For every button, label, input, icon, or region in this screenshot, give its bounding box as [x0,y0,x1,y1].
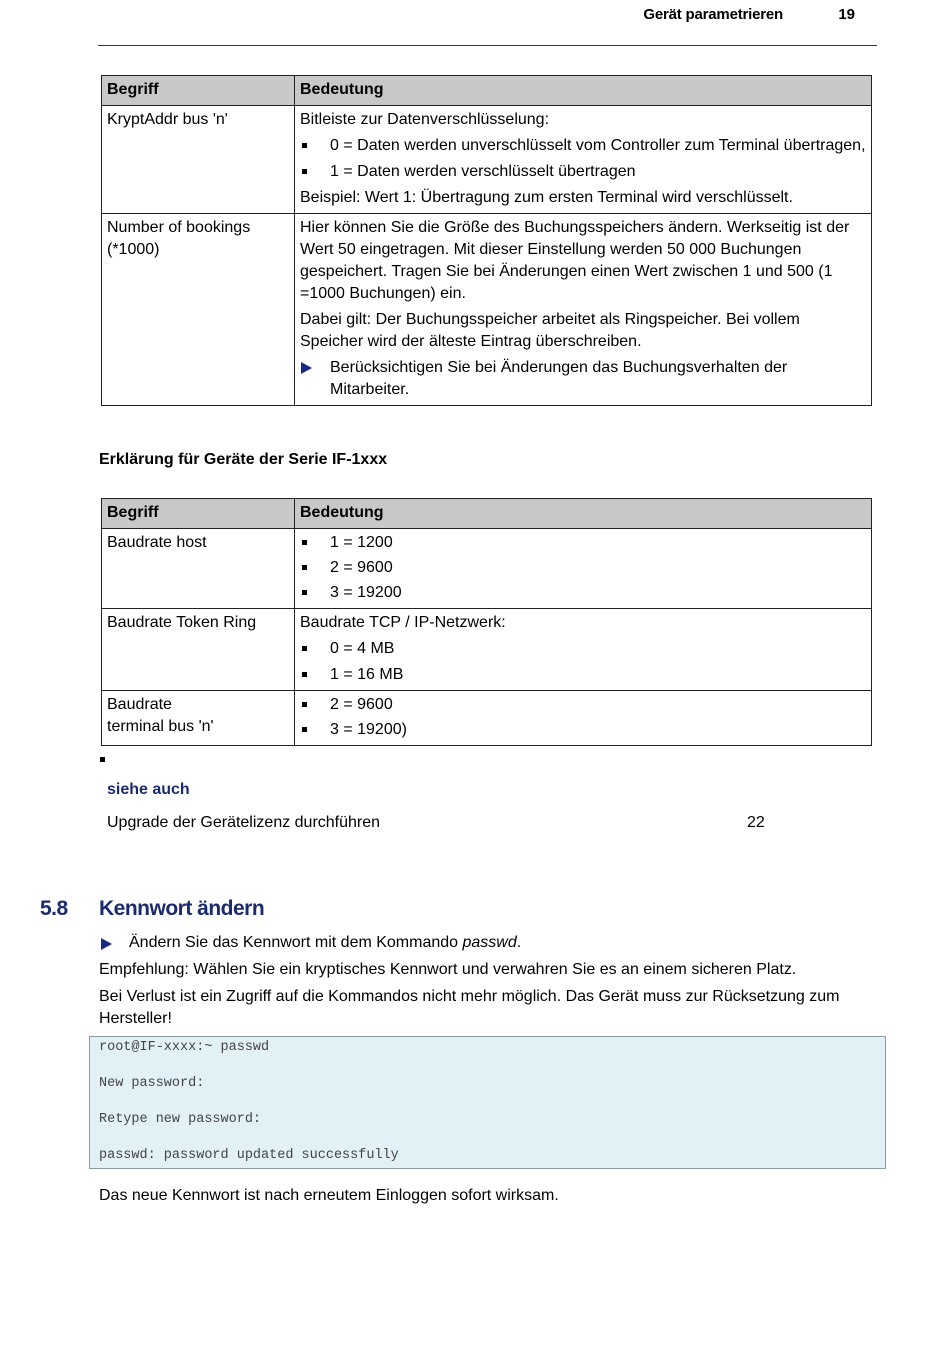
code-line: New password: [99,1076,205,1091]
code-line: root@IF-xxxx:~ passwd [99,1040,270,1055]
term-cell: Number of bookings (*1000) [102,214,295,406]
list-item: 1 = Daten werden verschlüsselt übertragen [300,161,866,183]
table-row [102,106,872,214]
section-title: Kennwort ändern [99,897,265,920]
column-header-meaning: Bedeutung [295,499,872,529]
command-name: passwd [462,934,517,951]
term-line: Baudrate [107,696,172,713]
list-item: 2 = 9600 [300,557,866,579]
header-title: Gerät parametrieren [643,6,783,23]
meaning-cell [295,691,872,746]
cell-intro: Baudrate TCP / IP-Netzwerk: [300,614,506,631]
term-cell [102,691,295,746]
warning-paragraph: Bei Verlust ist ein Zugriff auf die Kommandos nicht mehr möglich. Das Gerät muss zur Rücksetzung zum Hersteller! [99,988,840,1027]
term-cell: Baudrate host [102,529,295,609]
header-page-number: 19 [838,6,855,23]
term-cell: Baudrate Token Ring [102,609,295,691]
definition-table-1 [101,75,872,406]
meaning-cell [295,529,872,609]
list-item: 0 = 4 MB [300,638,866,660]
recommendation-paragraph: Empfehlung: Wählen Sie ein kryptisches Kennwort und verwahren Sie es an einem sicheren Platz. [99,961,797,978]
final-paragraph: Das neue Kennwort ist nach erneutem Einloggen sofort wirksam. [99,1187,559,1204]
cross-reference-page[interactable]: 22 [747,814,765,831]
code-line: Retype new password: [99,1112,262,1127]
cell-paragraph: Hier können Sie die Größe des Buchungsspeichers ändern. Werkseitig ist der Wert 50 eingetragen. Mit dieser Einstellung werden 50 000 Buchungen gespeichert. Tragen Sie bei Änderungen einen Wert zwischen 1 und 500 (1 =1000 Buchungen) ein. [300,219,850,302]
bullet-icon [100,757,105,762]
table-header-row [102,499,872,529]
list-item: 0 = Daten werden unverschlüsselt vom Controller zum Terminal übertragen, [300,135,866,157]
page-header [98,0,877,46]
table-row [102,609,872,691]
table-header-row [102,76,872,106]
instruction-step [99,934,521,952]
column-header-term: Begriff [102,499,295,529]
column-header-meaning: Bedeutung [295,76,872,106]
list-item: 1 = 1200 [300,532,866,554]
list-item: 3 = 19200 [300,582,866,604]
meaning-cell [295,214,872,406]
list-item: 3 = 19200) [300,719,866,741]
code-block [89,1036,886,1169]
term-cell: KryptAddr bus 'n' [102,106,295,214]
definition-table-2 [101,498,872,746]
column-header-term: Begriff [102,76,295,106]
cell-intro: Bitleiste zur Datenverschlüsselung: [300,111,550,128]
cell-example: Beispiel: Wert 1: Übertragung zum ersten Terminal wird verschlüsselt. [300,189,793,206]
step-text: Ändern Sie das Kennwort mit dem Kommando [129,934,463,951]
meaning-cell [295,106,872,214]
instruction-step: Berücksichtigen Sie bei Änderungen das Buchungsverhalten der Mitarbeiter. [300,357,866,401]
table-row [102,691,872,746]
step-suffix: . [516,934,522,951]
list-item: 2 = 9600 [300,694,866,716]
cross-reference-link[interactable]: Upgrade der Gerätelizenz durchführen [107,814,381,831]
table-row [102,529,872,609]
cell-paragraph: Dabei gilt: Der Buchungsspeicher arbeitet als Ringspeicher. Bei vollem Speicher wird der älteste Eintrag überschreiben. [300,311,800,350]
see-also-heading: siehe auch [107,781,190,798]
section-number: 5.8 [40,897,68,920]
meaning-cell [295,609,872,691]
code-line: passwd: password updated successfully [99,1148,399,1163]
term-line: terminal bus 'n' [107,718,214,735]
subheading: Erklärung für Geräte der Serie IF-1xxx [99,451,388,468]
table-row [102,214,872,406]
list-item: 1 = 16 MB [300,664,866,686]
